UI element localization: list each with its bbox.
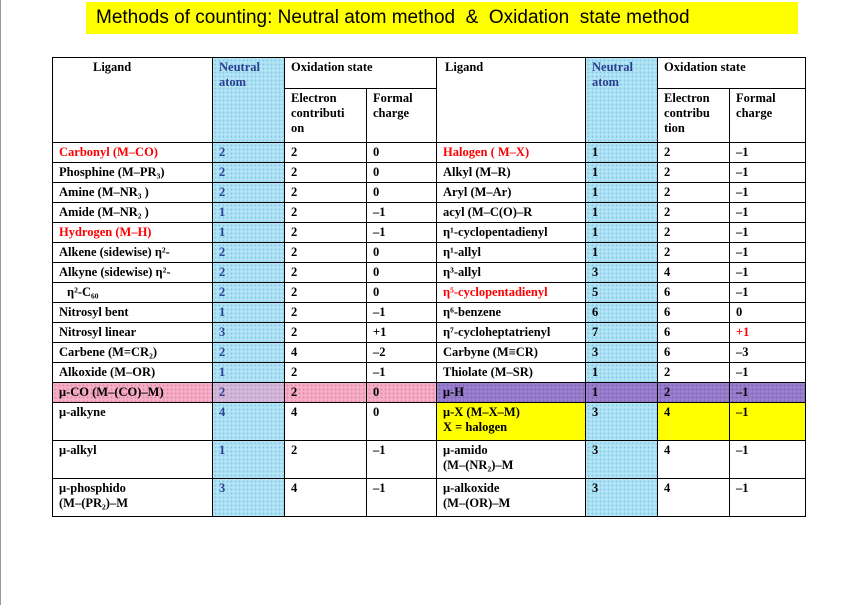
neutral-atom-cell: 3 — [586, 263, 658, 283]
ligand-cell: Hydrogen (M–H) — [53, 223, 213, 243]
neutral-atom-cell: 1 — [213, 223, 285, 243]
electron-cell: 2 — [285, 183, 367, 203]
electron-cell: 2 — [285, 223, 367, 243]
charge-cell: –1 — [730, 441, 806, 479]
electron-cell: 2 — [285, 323, 367, 343]
electron-cell: 4 — [658, 263, 730, 283]
neutral-atom-cell: 3 — [586, 343, 658, 363]
neutral-atom-cell: 2 — [213, 163, 285, 183]
electron-cell: 6 — [658, 283, 730, 303]
electron-cell: 2 — [285, 303, 367, 323]
table-row — [53, 223, 806, 243]
ligand-cell: μ-phosphido (M–(PR₂)–M — [53, 479, 213, 517]
ligand-cell: η⁶-benzene — [437, 303, 586, 323]
ligand-cell: Aryl (M–Ar) — [437, 183, 586, 203]
ligand-cell: η¹-cyclopentadienyl — [437, 223, 586, 243]
table-row — [53, 343, 806, 363]
charge-cell: –1 — [730, 263, 806, 283]
neutral-atom-cell: 1 — [586, 383, 658, 403]
charge-cell: –1 — [730, 183, 806, 203]
ligand-cell: μ-amido (M–(NR₂)–M — [437, 441, 586, 479]
charge-cell: –3 — [730, 343, 806, 363]
charge-cell: –1 — [730, 243, 806, 263]
neutral-atom-cell: 1 — [586, 143, 658, 163]
header-ligand-left: Ligand — [53, 58, 213, 143]
ligand-cell: acyl (M–C(O)–R — [437, 203, 586, 223]
neutral-atom-cell: 3 — [213, 323, 285, 343]
ligand-cell: Amine (M–NR₃ ) — [53, 183, 213, 203]
charge-cell: –1 — [730, 223, 806, 243]
electron-cell: 2 — [658, 143, 730, 163]
ligand-cell: Phosphine (M–PR₃) — [53, 163, 213, 183]
charge-cell: –1 — [367, 441, 437, 479]
ligand-cell: Alkoxide (M–OR) — [53, 363, 213, 383]
table-row — [53, 183, 806, 203]
ligand-cell: Alkyne (sidewise) η²- — [53, 263, 213, 283]
electron-cell: 2 — [658, 223, 730, 243]
neutral-atom-cell: 2 — [213, 343, 285, 363]
ligand-cell: Nitrosyl bent — [53, 303, 213, 323]
neutral-atom-cell: 2 — [213, 183, 285, 203]
ligand-cell: η³-allyl — [437, 263, 586, 283]
electron-cell: 2 — [658, 183, 730, 203]
neutral-atom-cell: 1 — [586, 163, 658, 183]
header-oxidation-state-right: Oxidation state — [658, 58, 806, 89]
electron-cell: 2 — [658, 163, 730, 183]
charge-cell: +1 — [367, 323, 437, 343]
neutral-atom-cell: 1 — [213, 303, 285, 323]
table-row — [53, 363, 806, 383]
table-row — [53, 441, 806, 479]
electron-cell: 4 — [658, 479, 730, 517]
ligand-cell: η⁷-cycloheptatrienyl — [437, 323, 586, 343]
neutral-atom-cell: 2 — [213, 263, 285, 283]
charge-cell: –1 — [730, 203, 806, 223]
neutral-atom-cell: 1 — [213, 363, 285, 383]
ligand-cell: Halogen ( M–X) — [437, 143, 586, 163]
charge-cell: –1 — [367, 203, 437, 223]
neutral-atom-cell: 2 — [213, 243, 285, 263]
neutral-atom-cell: 2 — [213, 143, 285, 163]
neutral-atom-cell: 1 — [586, 363, 658, 383]
ligand-cell: Amide (M–NR₂ ) — [53, 203, 213, 223]
table-row — [53, 243, 806, 263]
electron-cell: 6 — [658, 323, 730, 343]
table-row — [53, 143, 806, 163]
charge-cell: 0 — [367, 403, 437, 441]
table-row — [53, 163, 806, 183]
neutral-atom-cell: 1 — [586, 243, 658, 263]
electron-cell: 4 — [285, 479, 367, 517]
table-row — [53, 283, 806, 303]
neutral-atom-cell: 4 — [213, 403, 285, 441]
charge-cell: –1 — [730, 143, 806, 163]
neutral-atom-cell: 3 — [586, 441, 658, 479]
ligand-cell: Alkyl (M–R) — [437, 163, 586, 183]
charge-cell: –1 — [367, 363, 437, 383]
neutral-atom-cell: 1 — [213, 441, 285, 479]
ligand-cell: Alkene (sidewise) η²- — [53, 243, 213, 263]
header-neutral-atom-left: Neutral atom — [213, 58, 285, 143]
neutral-atom-cell: 1 — [586, 203, 658, 223]
neutral-atom-cell: 2 — [213, 283, 285, 303]
table-row — [53, 383, 806, 403]
charge-cell: 0 — [367, 263, 437, 283]
header-oxidation-state-left: Oxidation state — [285, 58, 437, 89]
neutral-atom-cell: 6 — [586, 303, 658, 323]
electron-cell: 6 — [658, 343, 730, 363]
page-edge — [0, 0, 1, 605]
table-row — [53, 323, 806, 343]
ligand-cell: μ-X (M–X–M) X = halogen — [437, 403, 586, 441]
ligand-cell: Thiolate (M–SR) — [437, 363, 586, 383]
neutral-atom-cell: 7 — [586, 323, 658, 343]
electron-cell: 6 — [658, 303, 730, 323]
table-row — [53, 203, 806, 223]
table-row — [53, 403, 806, 441]
charge-cell: –1 — [730, 363, 806, 383]
ligand-cell: η²-C₆₀ — [53, 283, 213, 303]
ligand-cell: μ-alkyl — [53, 441, 213, 479]
ligand-table — [52, 57, 806, 517]
electron-cell: 2 — [658, 243, 730, 263]
table-row — [53, 303, 806, 323]
charge-cell: –1 — [730, 163, 806, 183]
charge-cell: –1 — [730, 479, 806, 517]
charge-cell: +1 — [730, 323, 806, 343]
header-formal-charge-right: Formal charge — [730, 89, 806, 143]
electron-cell: 2 — [285, 203, 367, 223]
ligand-cell: Carbene (M=CR₂) — [53, 343, 213, 363]
neutral-atom-cell: 1 — [213, 203, 285, 223]
electron-cell: 2 — [285, 283, 367, 303]
electron-cell: 2 — [285, 163, 367, 183]
charge-cell: –1 — [367, 479, 437, 517]
page-title: Methods of counting: Neutral atom method & Oxidation state method — [86, 2, 798, 34]
ligand-cell: η⁵-cyclopentadienyl — [437, 283, 586, 303]
ligand-cell: μ-H — [437, 383, 586, 403]
charge-cell: –1 — [367, 303, 437, 323]
electron-cell: 4 — [658, 403, 730, 441]
electron-cell: 4 — [285, 343, 367, 363]
neutral-atom-cell: 1 — [586, 223, 658, 243]
electron-cell: 2 — [285, 243, 367, 263]
ligand-cell: η¹-allyl — [437, 243, 586, 263]
neutral-atom-cell: 1 — [586, 183, 658, 203]
electron-cell: 2 — [658, 383, 730, 403]
ligand-cell: Carbyne (M≡CR) — [437, 343, 586, 363]
charge-cell: 0 — [367, 163, 437, 183]
charge-cell: –1 — [730, 403, 806, 441]
charge-cell: –1 — [367, 223, 437, 243]
electron-cell: 2 — [658, 363, 730, 383]
header-neutral-atom-right: Neutral atom — [586, 58, 658, 143]
ligand-cell: μ-alkyne — [53, 403, 213, 441]
header-formal-charge-left: Formal charge — [367, 89, 437, 143]
header-electron-contribution-right: Electron contribu tion — [658, 89, 730, 143]
electron-cell: 2 — [285, 143, 367, 163]
neutral-atom-cell: 2 — [213, 383, 285, 403]
neutral-atom-cell: 3 — [213, 479, 285, 517]
charge-cell: –1 — [730, 383, 806, 403]
ligand-cell: Nitrosyl linear — [53, 323, 213, 343]
ligand-cell: μ-CO (M–(CO)–M) — [53, 383, 213, 403]
neutral-atom-cell: 5 — [586, 283, 658, 303]
header-ligand-right: Ligand — [437, 58, 586, 143]
neutral-atom-cell: 3 — [586, 403, 658, 441]
table-row — [53, 479, 806, 517]
ligand-cell: Carbonyl (M–CO) — [53, 143, 213, 163]
charge-cell: 0 — [730, 303, 806, 323]
electron-cell: 2 — [285, 363, 367, 383]
header-electron-contribution-left: Electron contributi on — [285, 89, 367, 143]
electron-cell: 2 — [658, 203, 730, 223]
charge-cell: 0 — [367, 143, 437, 163]
charge-cell: –1 — [730, 283, 806, 303]
electron-cell: 2 — [285, 441, 367, 479]
electron-cell: 2 — [285, 263, 367, 283]
charge-cell: 0 — [367, 383, 437, 403]
electron-cell: 4 — [658, 441, 730, 479]
charge-cell: 0 — [367, 283, 437, 303]
charge-cell: –2 — [367, 343, 437, 363]
neutral-atom-cell: 3 — [586, 479, 658, 517]
charge-cell: 0 — [367, 243, 437, 263]
electron-cell: 2 — [285, 383, 367, 403]
charge-cell: 0 — [367, 183, 437, 203]
ligand-cell: μ-alkoxide (M–(OR)–M — [437, 479, 586, 517]
table-row — [53, 263, 806, 283]
electron-cell: 4 — [285, 403, 367, 441]
